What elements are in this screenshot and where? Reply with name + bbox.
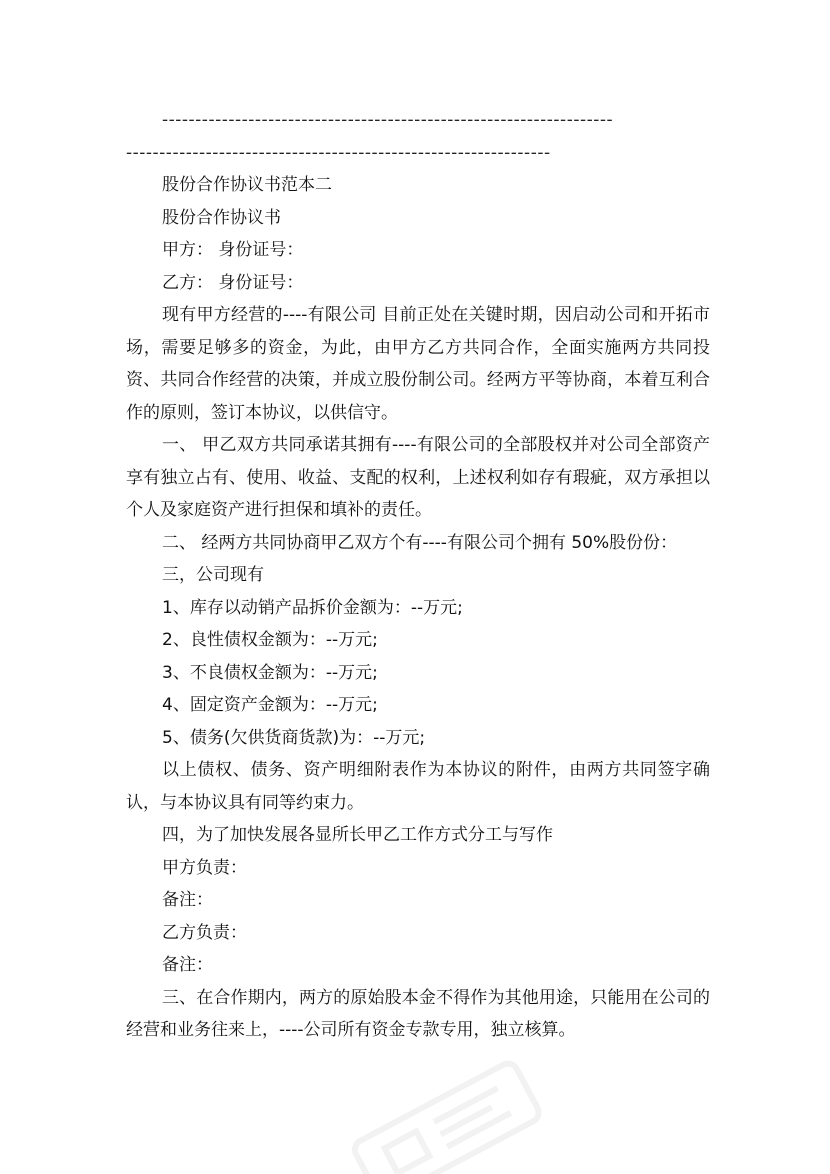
- clause-2-paragraph: 二、 经两方共同协商甲乙双方个有----有限公司个拥有 50%股份份：: [162, 532, 678, 553]
- separator-line-1: --------------------------------------------------------------------: [162, 110, 614, 130]
- clause-1-paragraph: 一、 甲乙双方共同承诺其拥有----有限公司的全部股权并对公司全部资产享有独立占有、使用、收益、支配的权利，上述权利如存有瑕疵，双方承担以个人及家庭资产进行担保和填补的责任。: [126, 435, 710, 520]
- document-body: [126, 104, 710, 1047]
- party-b-line: 乙方： 身份证号：: [162, 272, 304, 293]
- remark-label-1: 备注：: [162, 890, 213, 910]
- watermark-graphic: [330, 1060, 570, 1174]
- party-a-line: 甲方： 身份证号：: [162, 240, 304, 260]
- party-b-duty-label: 乙方负责：: [162, 922, 247, 943]
- clause-4-heading: 四，为了加快发展各显所长甲乙工作方式分工与写作: [162, 825, 553, 845]
- asset-item: 3、不良债权金额为：--万元;: [162, 662, 378, 683]
- intro-paragraph: 现有甲方经营的----有限公司 目前正处在关键时期，因启动公司和开拓市场，需要足够多的资金，为此，由甲方乙方共同合作，全面实施两方共同投资、共同合作经营的决策，并成立股份制公司。经两方平等协商，本着互利合作的原则，签订本协议，以供信守。: [126, 305, 710, 423]
- asset-item: 2、良性债权金额为：--万元;: [162, 630, 378, 650]
- assets-note-paragraph: 以上债权、债务、资产明细附表作为本协议的附件，由两方共同签字确认，与本协议具有同等约束力。: [126, 760, 710, 813]
- document-sample-title: 股份合作协议书范本二: [162, 175, 332, 195]
- clause-3-heading: 三，公司现有: [162, 565, 264, 585]
- document-title: 股份合作协议书: [162, 207, 281, 228]
- party-a-duty-label: 甲方负责：: [162, 857, 247, 878]
- asset-item: 1、库存以动销产品拆价金额为：--万元;: [162, 597, 463, 618]
- asset-item: 5、债务(欠供货商货款)为：--万元;: [162, 727, 426, 748]
- asset-item: 4、固定资产金额为：--万元;: [162, 695, 378, 715]
- final-clause-paragraph: 三、在合作期内，两方的原始股本金不得作为其他用途，只能用在公司的经营和业务往来上，----公司所有资金专款专用，独立核算。: [126, 987, 710, 1040]
- separator-line-2: ----------------------------------------------------------------: [126, 142, 551, 163]
- remark-label-2: 备注：: [162, 955, 213, 975]
